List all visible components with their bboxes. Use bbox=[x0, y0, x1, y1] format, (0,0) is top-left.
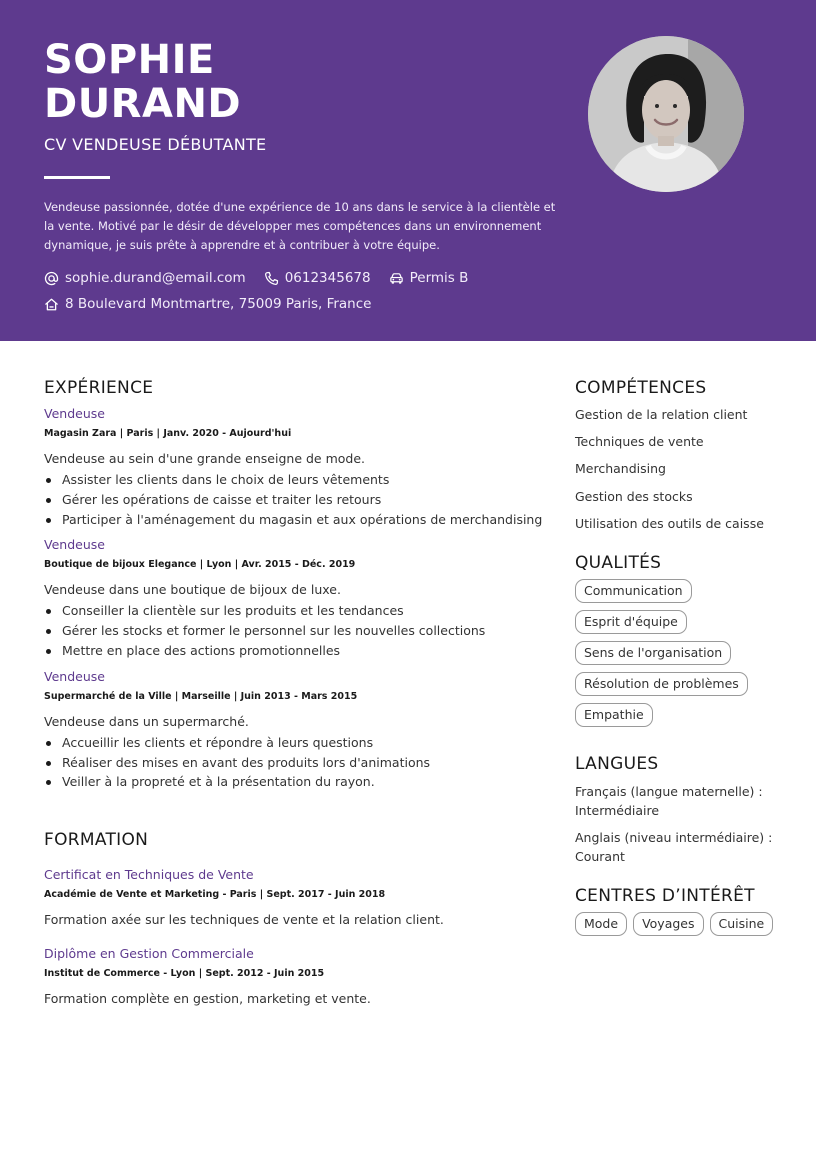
bullet-item: Réaliser des mises en avant des produits lors d'animations bbox=[44, 753, 544, 773]
languages-section bbox=[575, 754, 790, 866]
formation-entry bbox=[44, 945, 544, 1008]
contact-email[interactable] bbox=[44, 270, 246, 286]
interests-title: CENTRES D’INTÉRÊT bbox=[575, 885, 755, 906]
job-role: Vendeuse bbox=[44, 406, 105, 421]
job-description: Vendeuse dans une boutique de bijoux de luxe. bbox=[44, 582, 341, 598]
formation-title: FORMATION bbox=[44, 830, 149, 851]
job-meta: Boutique de bijoux Elegance | Lyon | Avr. 2015 - Déc. 2019 bbox=[44, 559, 356, 571]
phone-icon bbox=[264, 271, 279, 286]
job-title: CV VENDEUSE DÉBUTANTE bbox=[44, 135, 267, 154]
email-text: sophie.durand@email.com bbox=[65, 270, 246, 286]
at-icon bbox=[44, 271, 59, 286]
skill-item: Merchandising bbox=[575, 461, 666, 477]
job-meta: Supermarché de la Ville | Marseille | Juin 2013 - Mars 2015 bbox=[44, 690, 358, 702]
interests-section bbox=[575, 886, 790, 943]
candidate-name bbox=[44, 38, 241, 126]
experience-title: EXPÉRIENCE bbox=[44, 378, 154, 398]
qualities-section bbox=[575, 553, 790, 734]
job-bullets bbox=[44, 470, 544, 529]
qualities-title: QUALITÉS bbox=[575, 552, 662, 573]
job-bullets bbox=[44, 601, 544, 660]
car-icon bbox=[389, 271, 404, 286]
last-name: DURAND bbox=[44, 81, 242, 127]
degree-title: Diplôme en Gestion Commerciale bbox=[44, 946, 254, 962]
profile-summary: Vendeuse passionnée, dotée d'une expérience de 10 ans dans le service à la clientèle et la vente. Motivé par le désir de développer mes compétences dans un environnement dynamique, je suis prête à apprendre et à contribuer à votre équipe. bbox=[44, 200, 556, 252]
school-meta: Académie de Vente et Marketing - Paris | Sept. 2017 - Juin 2018 bbox=[44, 889, 386, 901]
skill-item: Utilisation des outils de caisse bbox=[575, 515, 764, 531]
formation-section bbox=[44, 830, 544, 1008]
skill-item: Techniques de vente bbox=[575, 434, 704, 450]
quality-tag: Esprit d'équipe bbox=[575, 610, 687, 634]
profile-photo bbox=[588, 36, 744, 192]
license-text: Permis B bbox=[409, 270, 469, 286]
contact-row-2 bbox=[44, 296, 389, 312]
phone-text: 0612345678 bbox=[284, 270, 371, 286]
formation-description: Formation complète en gestion, marketing et vente. bbox=[44, 991, 371, 1007]
job-description: Vendeuse au sein d'une grande enseigne de mode. bbox=[44, 451, 366, 466]
bullet-item: Gérer les opérations de caisse et traiter les retours bbox=[44, 490, 544, 510]
bullet-item: Gérer les stocks et former le personnel sur les nouvelles collections bbox=[44, 621, 544, 641]
experience-entry bbox=[44, 536, 544, 660]
contact-license bbox=[389, 270, 469, 286]
bullet-item: Accueillir les clients et répondre à leurs questions bbox=[44, 733, 544, 753]
degree-title: Certificat en Techniques de Vente bbox=[44, 867, 254, 883]
school-meta: Institut de Commerce - Lyon | Sept. 2012 - Juin 2015 bbox=[44, 968, 325, 980]
skill-item: Gestion des stocks bbox=[575, 488, 693, 504]
interest-tag: Mode bbox=[575, 912, 627, 936]
quality-tag: Empathie bbox=[575, 703, 653, 727]
experience-entry bbox=[44, 405, 544, 529]
language-item: Français (langue maternelle) : Intermédiaire bbox=[575, 783, 763, 818]
language-item: Anglais (niveau intermédiaire) : Courant bbox=[575, 829, 773, 864]
bullet-item: Veiller à la propreté et à la présentation du rayon. bbox=[44, 772, 544, 792]
contact-address bbox=[44, 296, 371, 312]
languages-title: LANGUES bbox=[575, 753, 659, 774]
bullet-item: Participer à l'aménagement du magasin et aux opérations de merchandising bbox=[44, 510, 544, 530]
interest-tag: Voyages bbox=[633, 912, 703, 936]
contact-phone[interactable] bbox=[264, 270, 371, 286]
quality-tag: Sens de l'organisation bbox=[575, 641, 731, 665]
side-column bbox=[575, 378, 790, 943]
main-column bbox=[44, 378, 544, 1008]
interests-tags bbox=[575, 912, 790, 943]
skills-list bbox=[575, 406, 790, 533]
person-portrait-icon bbox=[588, 36, 744, 192]
header-banner bbox=[0, 0, 816, 341]
formation-entry bbox=[44, 866, 544, 929]
qualities-tags bbox=[575, 579, 790, 734]
contact-row-1 bbox=[44, 270, 486, 286]
quality-tag: Résolution de problèmes bbox=[575, 672, 748, 696]
experience-entry bbox=[44, 668, 544, 792]
job-description: Vendeuse dans un supermarché. bbox=[44, 713, 249, 729]
interest-tag: Cuisine bbox=[710, 912, 774, 936]
skills-title: COMPÉTENCES bbox=[575, 378, 707, 398]
bullet-item: Assister les clients dans le choix de leurs vêtements bbox=[44, 470, 544, 490]
bullet-item: Conseiller la clientèle sur les produits et les tendances bbox=[44, 601, 544, 621]
job-meta: Magasin Zara | Paris | Janv. 2020 - Aujourd'hui bbox=[44, 428, 292, 439]
skill-item: Gestion de la relation client bbox=[575, 407, 748, 422]
formation-description: Formation axée sur les techniques de vente et la relation client. bbox=[44, 912, 444, 928]
bullet-item: Mettre en place des actions promotionnelles bbox=[44, 641, 544, 661]
address-text: 8 Boulevard Montmartre, 75009 Paris, France bbox=[65, 296, 372, 312]
job-role: Vendeuse bbox=[44, 537, 105, 553]
job-role: Vendeuse bbox=[44, 668, 105, 684]
home-icon bbox=[44, 297, 59, 312]
quality-tag: Communication bbox=[575, 579, 692, 603]
title-divider bbox=[44, 176, 110, 179]
first-name: SOPHIE bbox=[44, 37, 215, 83]
job-bullets bbox=[44, 733, 544, 792]
